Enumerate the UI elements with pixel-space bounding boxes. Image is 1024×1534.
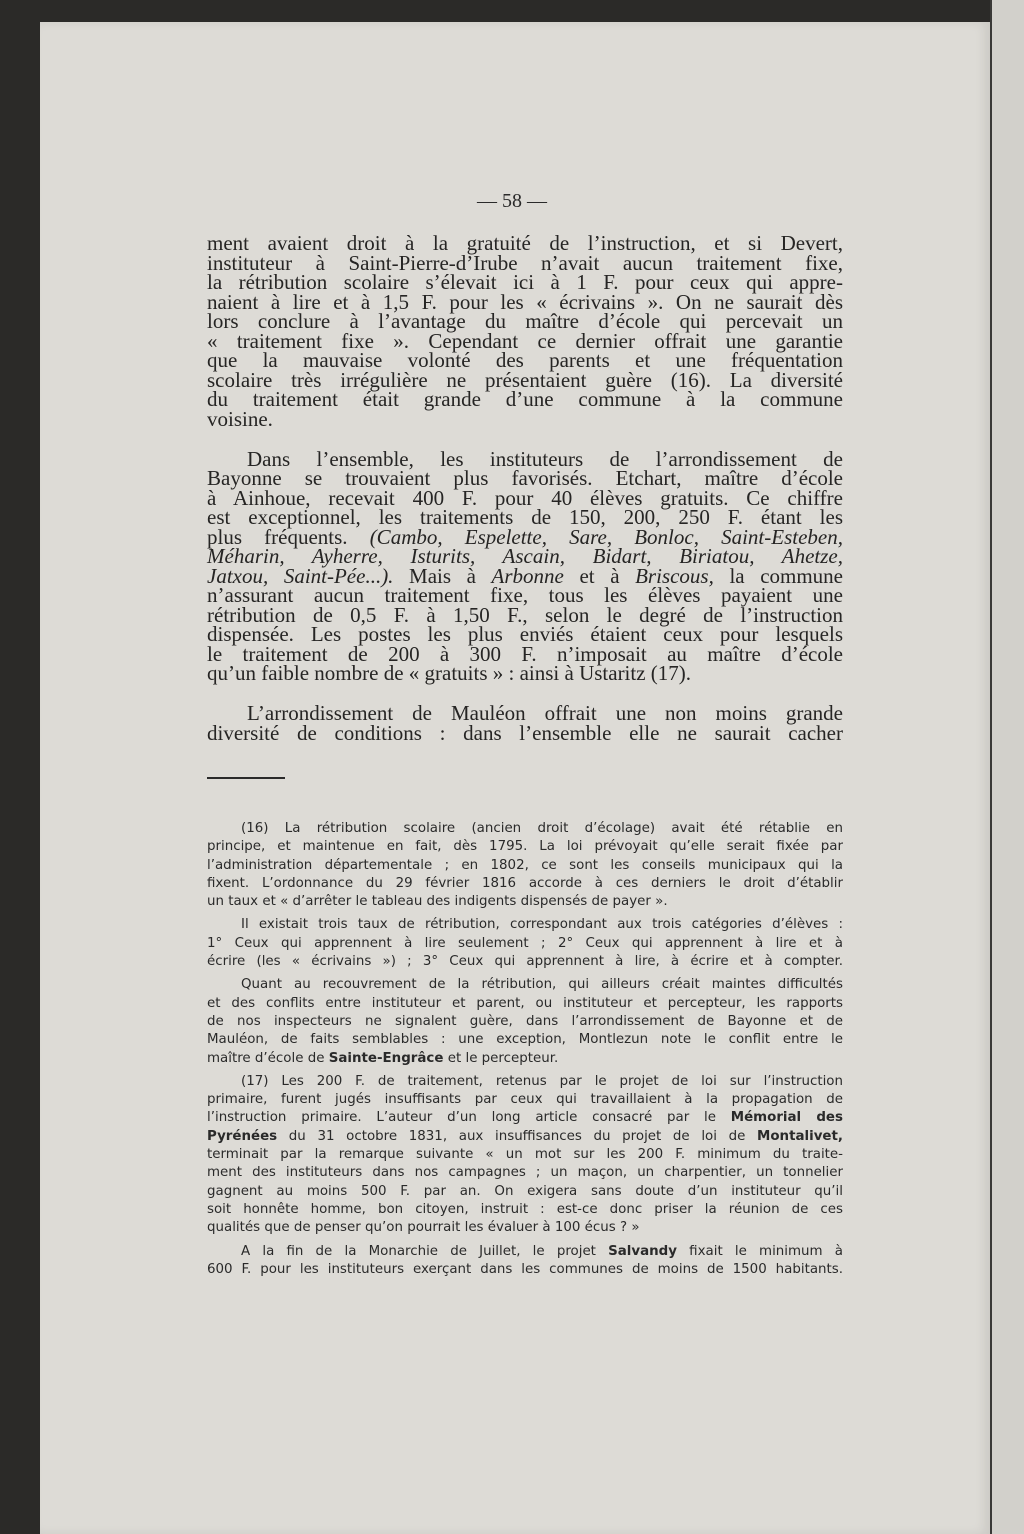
- footnote-line: Mauléon, de faits semblables : une exception, Montlezun note le conflit entre le: [207, 1032, 843, 1048]
- text-segment: du 31 octobre 1831, aux insuffisances du projet de loi de: [277, 1128, 758, 1144]
- body-line: instituteur à Saint-Pierre-d’Irube n’avait aucun traitement fixe,: [207, 250, 843, 275]
- body-line: est exceptionnel, les traitements de 150, 200, 250 F. étant les: [207, 505, 843, 529]
- footnote-paragraph: [207, 916, 843, 971]
- body-line: diversité de conditions : dans l’ensemble elle ne saurait cacher: [207, 720, 843, 745]
- body-line: n’assurant aucun traitement fixe, tous les élèves payaient une: [207, 583, 843, 607]
- footnote-line: 1° Ceux qui apprennent à lire seulement ; 2° Ceux qui apprennent à lire et à: [207, 935, 843, 951]
- body-line: à Ainhoue, recevait 400 F. pour 40 élèves gratuits. Ce chiffre: [207, 485, 843, 510]
- text-segment: et le percepteur.: [443, 1050, 559, 1066]
- body-line: ment avaient droit à la gratuité de l’instruction, et si Devert,: [207, 231, 843, 255]
- body-paragraph: [207, 446, 843, 685]
- footnote-line: ment des instituteurs dans nos campagnes ; un maçon, un charpentier, un tonnelier: [207, 1165, 843, 1181]
- footnote-line: de nos inspecteurs ne signalent guère, dans l’arrondissement de Bayonne et de: [207, 1013, 843, 1029]
- bold-text: Pyrénées: [207, 1128, 278, 1144]
- text-segment: plus fréquents.: [207, 524, 370, 549]
- body-line: que la mauvaise volonté des parents et une fréquentation: [207, 348, 843, 372]
- footnote-line: [207, 1243, 843, 1261]
- body-line: qu’un faible nombre de « gratuits » : ainsi à Ustaritz (17).: [207, 661, 692, 685]
- bold-text: Montalivet,: [757, 1128, 843, 1144]
- italic-text: Jatxou, Saint-Pée...).: [207, 563, 394, 588]
- page-number: — 58 —: [477, 190, 547, 212]
- body-line: scolaire très irrégulière ne présentaient guère (16). La diversité: [207, 367, 843, 392]
- text-segment: Mais à: [393, 563, 492, 588]
- footnote-line: [207, 1109, 843, 1127]
- footnote-line: primaire, furent jugés insuffisants par ceux qui travaillaient à la propagation de: [207, 1092, 843, 1108]
- body-line: voisine.: [207, 406, 273, 431]
- body-paragraph: [207, 231, 843, 431]
- body-line: naient à lire et à 1,5 F. pour les « écrivains ». On ne saurait dès: [207, 289, 843, 314]
- body-line: du traitement était grande d’une commune à la commune: [207, 387, 843, 411]
- footnote-line: Quant au recouvrement de la rétribution, qui ailleurs créait maintes difficultés: [241, 977, 843, 993]
- italic-text: (Cambo, Espelette, Sare, Bonloc, Saint-Esteben,: [369, 524, 843, 549]
- bold-text: Sainte-Engrâce: [328, 1050, 444, 1066]
- main-text: [207, 231, 843, 745]
- body-line: rétribution de 0,5 F. à 1,50 F., selon le degré de l’instruction: [207, 602, 843, 627]
- footnote-line: [207, 1128, 843, 1146]
- footnote-line: et des conflits entre instituteur et parent, ou instituteur et percepteur, les rapports: [207, 995, 843, 1011]
- body-line: dispensée. Les postes les plus enviés étaient ceux pour lesquels: [207, 622, 843, 646]
- italic-text: Arbonne: [491, 563, 564, 588]
- body-line: Dans l’ensemble, les instituteurs de l’arrondissement de: [247, 446, 843, 471]
- footnotes: [207, 820, 843, 1279]
- body-line: la rétribution scolaire s’élevait ici à 1 F. pour ceux qui appre-: [207, 270, 843, 294]
- body-line: le traitement de 200 à 300 F. n’imposait au maître d’école: [207, 641, 843, 666]
- footnote-line: un taux et « d’arrêter le tableau des indigents dispensés de payer ».: [207, 894, 668, 910]
- bold-text: Mémorial des: [730, 1110, 843, 1126]
- footnote-line: principe, et maintenue en fait, dès 1795. La loi prévoyait qu’elle serait fixée par: [207, 839, 843, 855]
- italic-text: Méharin, Ayherre, Isturits, Ascain, Bidart, Biriatou, Ahetze,: [207, 544, 843, 568]
- bold-text: Salvandy: [608, 1243, 677, 1259]
- text-segment: l’instruction primaire. L’auteur d’un long article consacré par le: [207, 1110, 731, 1126]
- footnote-paragraph: [207, 1073, 843, 1238]
- footnote-paragraph: [207, 976, 843, 1067]
- text-segment: la commune: [713, 563, 843, 588]
- body-paragraph: [207, 701, 843, 745]
- footnote-line: gagnent au moins 500 F. par an. On exigera sans doute d’un instituteur qu’il: [207, 1183, 843, 1199]
- footnote-separator: [207, 777, 285, 779]
- footnote-line: l’administration départementale ; en 1802, ce sont les conseils municipaux qui la: [207, 857, 843, 873]
- text-segment: et à: [563, 563, 636, 588]
- facing-page-edge: [990, 0, 1024, 1534]
- text-segment: maître d’école de: [207, 1050, 329, 1066]
- footnote-line: qualités que de penser qu’on pourrait les évaluer à 100 écus ? »: [207, 1220, 640, 1236]
- footnote-line: Il existait trois taux de rétribution, correspondant aux trois catégories d’élèves :: [241, 917, 843, 933]
- footnote-line: (17) Les 200 F. de traitement, retenus par le projet de loi sur l’instruction: [241, 1073, 843, 1089]
- footnote-line: [207, 1050, 843, 1068]
- body-line: « traitement fixe ». Cependant ce dernier offrait une garantie: [207, 328, 843, 353]
- text-segment: A la fin de la Monarchie de Juillet, le projet: [241, 1243, 609, 1259]
- text-segment: fixait le minimum à: [677, 1243, 843, 1259]
- footnote-line: terminait par la remarque suivante « un mot sur les 200 F. minimum du traite-: [207, 1147, 843, 1163]
- footnote-line: soit honnête homme, bon citoyen, instruit : est-ce donc priser la réunion de ces: [207, 1201, 843, 1217]
- footnote-line: (16) La rétribution scolaire (ancien droit d’écolage) avait été rétablie en: [241, 821, 843, 836]
- footnote-line: 600 F. pour les instituteurs exerçant dans les communes de moins de 1500 habitants.: [207, 1261, 843, 1277]
- footnote-line: fixent. L’ordonnance du 29 février 1816 accorde à ces derniers le droit d’établir: [207, 875, 843, 891]
- footnote-paragraph: [207, 1243, 843, 1280]
- body-line: lors conclure à l’avantage du maître d’école qui percevait un: [207, 309, 843, 333]
- footnote-paragraph: [207, 820, 843, 911]
- body-line: Bayonne se trouvaient plus favorisés. Etchart, maître d’école: [207, 466, 843, 490]
- footnote-line: écrire (les « écrivains ») ; 3° Ceux qui apprennent à lire, à écrire et à compter.: [207, 954, 843, 970]
- body-line: L’arrondissement de Mauléon offrait une non moins grande: [247, 701, 843, 725]
- italic-text: Briscous,: [635, 563, 714, 588]
